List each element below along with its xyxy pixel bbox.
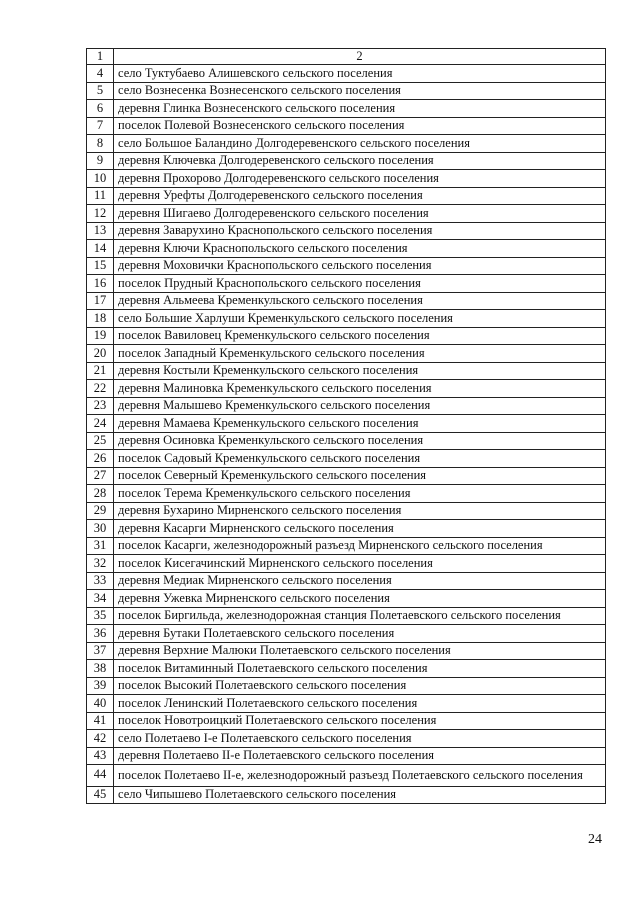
row-number: 42 bbox=[87, 730, 114, 748]
settlement-name: поселок Высокий Полетаевского сельского поселения bbox=[114, 677, 606, 695]
settlement-name: деревня Прохорово Долгодеревенского сельского поселения bbox=[114, 170, 606, 188]
settlement-name: село Вознесенка Вознесенского сельского поселения bbox=[114, 82, 606, 100]
page-number: 24 bbox=[588, 832, 602, 847]
table-row bbox=[87, 135, 606, 153]
table-row bbox=[87, 642, 606, 660]
table-row bbox=[87, 187, 606, 205]
settlement-name: деревня Бухарино Мирненского сельского поселения bbox=[114, 502, 606, 520]
table-row bbox=[87, 537, 606, 555]
row-number: 8 bbox=[87, 135, 114, 153]
settlement-name: село Большое Баландино Долгодеревенского сельского поселения bbox=[114, 135, 606, 153]
row-number: 16 bbox=[87, 275, 114, 293]
row-number: 18 bbox=[87, 310, 114, 328]
settlement-name: деревня Мамаева Кременкульского сельского поселения bbox=[114, 415, 606, 433]
row-number: 23 bbox=[87, 397, 114, 415]
row-number: 20 bbox=[87, 345, 114, 363]
settlement-name: поселок Новотроицкий Полетаевского сельского поселения bbox=[114, 712, 606, 730]
settlement-name: деревня Ужевка Мирненского сельского поселения bbox=[114, 590, 606, 608]
table-row bbox=[87, 572, 606, 590]
table-row bbox=[87, 310, 606, 328]
table-row bbox=[87, 730, 606, 748]
row-number: 7 bbox=[87, 117, 114, 135]
table-row bbox=[87, 520, 606, 538]
header-col-1: 1 bbox=[87, 49, 114, 65]
table-row bbox=[87, 362, 606, 380]
row-number: 41 bbox=[87, 712, 114, 730]
table-row bbox=[87, 695, 606, 713]
row-number: 17 bbox=[87, 292, 114, 310]
row-number: 27 bbox=[87, 467, 114, 485]
settlement-name: деревня Малиновка Кременкульского сельского поселения bbox=[114, 380, 606, 398]
table-body bbox=[87, 49, 606, 804]
settlement-name: поселок Северный Кременкульского сельского поселения bbox=[114, 467, 606, 485]
table-row bbox=[87, 607, 606, 625]
row-number: 45 bbox=[87, 786, 114, 804]
table-header-row bbox=[87, 49, 606, 65]
settlements-table bbox=[86, 48, 606, 804]
row-number: 10 bbox=[87, 170, 114, 188]
settlement-name: поселок Касарги, железнодорожный разъезд Мирненского сельского поселения bbox=[114, 537, 606, 555]
row-number: 11 bbox=[87, 187, 114, 205]
table-row bbox=[87, 292, 606, 310]
settlement-name: поселок Полетаево II-е, железнодорожный разъезд Полетаевского сельского поселения bbox=[114, 765, 606, 787]
row-number: 39 bbox=[87, 677, 114, 695]
row-number: 5 bbox=[87, 82, 114, 100]
settlement-name: деревня Урефты Долгодеревенского сельского поселения bbox=[114, 187, 606, 205]
row-number: 12 bbox=[87, 205, 114, 223]
settlement-name: деревня Малышево Кременкульского сельского поселения bbox=[114, 397, 606, 415]
row-number: 33 bbox=[87, 572, 114, 590]
table-row bbox=[87, 555, 606, 573]
row-number: 43 bbox=[87, 747, 114, 765]
settlement-name: поселок Кисегачинский Мирненского сельского поселения bbox=[114, 555, 606, 573]
row-number: 13 bbox=[87, 222, 114, 240]
row-number: 6 bbox=[87, 100, 114, 118]
settlement-name: поселок Садовый Кременкульского сельского поселения bbox=[114, 450, 606, 468]
table-row bbox=[87, 240, 606, 258]
row-number: 24 bbox=[87, 415, 114, 433]
row-number: 9 bbox=[87, 152, 114, 170]
table-row bbox=[87, 345, 606, 363]
table-row bbox=[87, 502, 606, 520]
settlement-name: село Чипышево Полетаевского сельского поселения bbox=[114, 786, 606, 804]
settlement-name: поселок Ленинский Полетаевского сельского поселения bbox=[114, 695, 606, 713]
table-row bbox=[87, 397, 606, 415]
table-row bbox=[87, 65, 606, 83]
settlement-name: поселок Терема Кременкульского сельского поселения bbox=[114, 485, 606, 503]
table-row bbox=[87, 765, 606, 787]
row-number: 15 bbox=[87, 257, 114, 275]
settlement-name: поселок Полевой Вознесенского сельского поселения bbox=[114, 117, 606, 135]
row-number: 25 bbox=[87, 432, 114, 450]
settlement-name: деревня Касарги Мирненского сельского поселения bbox=[114, 520, 606, 538]
settlement-name: деревня Шигаево Долгодеревенского сельского поселения bbox=[114, 205, 606, 223]
row-number: 4 bbox=[87, 65, 114, 83]
settlement-name: деревня Заварухино Краснопольского сельского поселения bbox=[114, 222, 606, 240]
settlement-name: село Полетаево I-е Полетаевского сельского поселения bbox=[114, 730, 606, 748]
row-number: 30 bbox=[87, 520, 114, 538]
settlement-name: деревня Медиак Мирненского сельского поселения bbox=[114, 572, 606, 590]
header-col-2: 2 bbox=[114, 49, 606, 65]
settlement-name: деревня Моховички Краснопольского сельского поселения bbox=[114, 257, 606, 275]
row-number: 29 bbox=[87, 502, 114, 520]
table-row bbox=[87, 660, 606, 678]
settlement-name: поселок Биргильда, железнодорожная станция Полетаевского сельского поселения bbox=[114, 607, 606, 625]
row-number: 35 bbox=[87, 607, 114, 625]
table-row bbox=[87, 432, 606, 450]
table-row bbox=[87, 625, 606, 643]
settlement-name: село Туктубаево Алишевского сельского поселения bbox=[114, 65, 606, 83]
table-row bbox=[87, 450, 606, 468]
table-row bbox=[87, 205, 606, 223]
settlement-name: деревня Ключевка Долгодеревенского сельского поселения bbox=[114, 152, 606, 170]
table-row bbox=[87, 380, 606, 398]
row-number: 44 bbox=[87, 765, 114, 787]
row-number: 19 bbox=[87, 327, 114, 345]
row-number: 34 bbox=[87, 590, 114, 608]
settlement-name: деревня Полетаево II-е Полетаевского сельского поселения bbox=[114, 747, 606, 765]
row-number: 40 bbox=[87, 695, 114, 713]
settlement-name: деревня Бутаки Полетаевского сельского поселения bbox=[114, 625, 606, 643]
settlement-name: деревня Верхние Малюки Полетаевского сельского поселения bbox=[114, 642, 606, 660]
settlement-name: поселок Западный Кременкульского сельского поселения bbox=[114, 345, 606, 363]
settlement-name: поселок Витаминный Полетаевского сельского поселения bbox=[114, 660, 606, 678]
row-number: 36 bbox=[87, 625, 114, 643]
settlement-name: деревня Костыли Кременкульского сельского поселения bbox=[114, 362, 606, 380]
table-row bbox=[87, 415, 606, 433]
settlement-name: поселок Прудный Краснопольского сельского поселения bbox=[114, 275, 606, 293]
table-row bbox=[87, 747, 606, 765]
table-row bbox=[87, 82, 606, 100]
table-row bbox=[87, 485, 606, 503]
table-row bbox=[87, 222, 606, 240]
settlement-name: деревня Осиновка Кременкульского сельского поселения bbox=[114, 432, 606, 450]
row-number: 38 bbox=[87, 660, 114, 678]
table-row bbox=[87, 712, 606, 730]
table-row bbox=[87, 677, 606, 695]
table-row bbox=[87, 257, 606, 275]
row-number: 32 bbox=[87, 555, 114, 573]
row-number: 14 bbox=[87, 240, 114, 258]
row-number: 37 bbox=[87, 642, 114, 660]
table-row bbox=[87, 327, 606, 345]
table-row bbox=[87, 100, 606, 118]
table-row bbox=[87, 786, 606, 804]
row-number: 26 bbox=[87, 450, 114, 468]
row-number: 31 bbox=[87, 537, 114, 555]
row-number: 22 bbox=[87, 380, 114, 398]
settlement-name: деревня Альмеева Кременкульского сельского поселения bbox=[114, 292, 606, 310]
table-row bbox=[87, 467, 606, 485]
table-row bbox=[87, 170, 606, 188]
row-number: 21 bbox=[87, 362, 114, 380]
table-row bbox=[87, 590, 606, 608]
settlement-name: село Большие Харлуши Кременкульского сельского поселения bbox=[114, 310, 606, 328]
table-row bbox=[87, 117, 606, 135]
settlement-name: поселок Вавиловец Кременкульского сельского поселения bbox=[114, 327, 606, 345]
table-row bbox=[87, 152, 606, 170]
table-row bbox=[87, 275, 606, 293]
settlement-name: деревня Ключи Краснопольского сельского поселения bbox=[114, 240, 606, 258]
row-number: 28 bbox=[87, 485, 114, 503]
settlement-name: деревня Глинка Вознесенского сельского поселения bbox=[114, 100, 606, 118]
